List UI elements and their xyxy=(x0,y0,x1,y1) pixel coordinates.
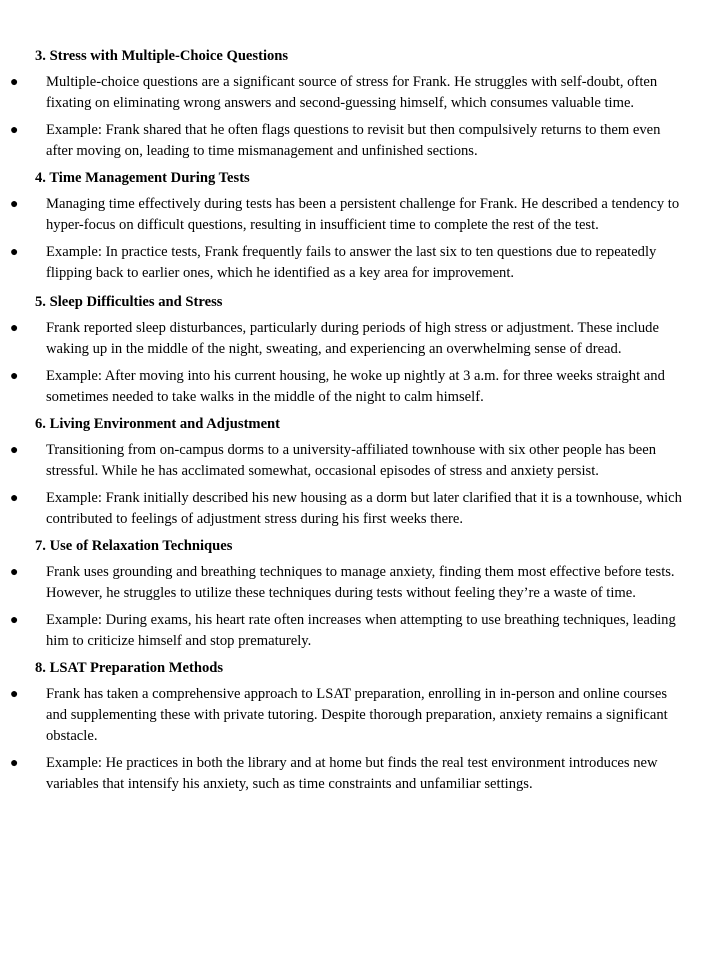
section-time-management xyxy=(0,168,720,284)
bullet-text: Example: Frank shared that he often flags questions to revisit but then compulsively returns to them even after moving on, leading to time mismanagement and unfinished sections. xyxy=(46,122,661,159)
bullet-icon: ● xyxy=(10,197,19,212)
list-item xyxy=(0,488,720,530)
list-item xyxy=(0,120,720,162)
bullet-icon: ● xyxy=(10,756,19,771)
section-lsat-preparation xyxy=(0,658,720,795)
bullet-icon: ● xyxy=(10,75,19,90)
section-heading: 7. Use of Relaxation Techniques xyxy=(35,538,233,554)
bullet-text: Example: During exams, his heart rate often increases when attempting to use breathing techniques, leading him to criticize himself and stop prematurely. xyxy=(46,612,676,649)
bullet-icon: ● xyxy=(10,491,19,506)
list-item xyxy=(0,318,720,360)
bullet-icon: ● xyxy=(10,245,19,260)
list-item xyxy=(0,72,720,114)
section-sleep-difficulties xyxy=(0,292,720,408)
bullet-text: Frank reported sleep disturbances, particularly during periods of high stress or adjustment. These include waking up in the middle of the night, sweating, and experiencing an overwhelming sense of dread. xyxy=(46,320,659,357)
section-relaxation-techniques xyxy=(0,536,720,652)
section-heading: 6. Living Environment and Adjustment xyxy=(35,416,281,432)
bullet-icon: ● xyxy=(10,123,19,138)
bullet-list xyxy=(0,440,720,530)
section-stress-multiple-choice xyxy=(0,46,720,162)
bullet-text: Managing time effectively during tests has been a persistent challenge for Frank. He described a tendency to hyper-focus on difficult questions, resulting in insufficient time to complete the rest of the test. xyxy=(46,196,680,233)
list-item xyxy=(0,242,720,284)
bullet-text: Frank has taken a comprehensive approach to LSAT preparation, enrolling in in-person and online courses and supplementing these with private tutoring. Despite thorough preparation, anxiety remains a significant obstacle. xyxy=(46,686,668,744)
section-heading: 4. Time Management During Tests xyxy=(35,170,250,186)
bullet-text: Transitioning from on-campus dorms to a university-affiliated townhouse with six other people has been stressful. While he has acclimated somewhat, occasional episodes of stress and anxiety persist. xyxy=(46,442,656,479)
document-page xyxy=(0,46,720,801)
bullet-text: Example: After moving into his current housing, he woke up nightly at 3 a.m. for three weeks straight and sometimes needed to take walks in the middle of the night to calm himself. xyxy=(46,368,665,405)
bullet-list xyxy=(0,194,720,284)
list-item xyxy=(0,562,720,604)
list-item xyxy=(0,684,720,747)
list-item xyxy=(0,610,720,652)
section-heading: 5. Sleep Difficulties and Stress xyxy=(35,294,223,310)
bullet-list xyxy=(0,684,720,795)
bullet-icon: ● xyxy=(10,565,19,580)
section-heading: 8. LSAT Preparation Methods xyxy=(35,660,224,676)
section-living-environment xyxy=(0,414,720,530)
bullet-list xyxy=(0,318,720,408)
list-item xyxy=(0,440,720,482)
bullet-icon: ● xyxy=(10,687,19,702)
bullet-text: Example: In practice tests, Frank frequently fails to answer the last six to ten questions due to repeatedly flipping back to earlier ones, which he identified as a key area for improvement. xyxy=(46,244,657,281)
list-item xyxy=(0,194,720,236)
list-item xyxy=(0,366,720,408)
bullet-icon: ● xyxy=(10,613,19,628)
bullet-text: Example: He practices in both the library and at home but finds the real test environment introduces new variables that intensify his anxiety, such as time constraints and unfamiliar settings. xyxy=(46,755,658,792)
bullet-list xyxy=(0,562,720,652)
section-heading: 3. Stress with Multiple-Choice Questions xyxy=(35,48,289,64)
bullet-text: Multiple-choice questions are a significant source of stress for Frank. He struggles with self-doubt, often fixating on eliminating wrong answers and second-guessing himself, which consumes valuable time. xyxy=(46,74,658,111)
list-item xyxy=(0,753,720,795)
bullet-icon: ● xyxy=(10,369,19,384)
bullet-list xyxy=(0,72,720,162)
bullet-text: Frank uses grounding and breathing techniques to manage anxiety, finding them most effective before tests. However, he struggles to utilize these techniques during tests without feeling they’re a waste of time. xyxy=(46,564,675,601)
bullet-icon: ● xyxy=(10,321,19,336)
bullet-icon: ● xyxy=(10,443,19,458)
bullet-text: Example: Frank initially described his new housing as a dorm but later clarified that it is a townhouse, which contributed to feelings of adjustment stress during his first weeks there. xyxy=(46,490,682,527)
